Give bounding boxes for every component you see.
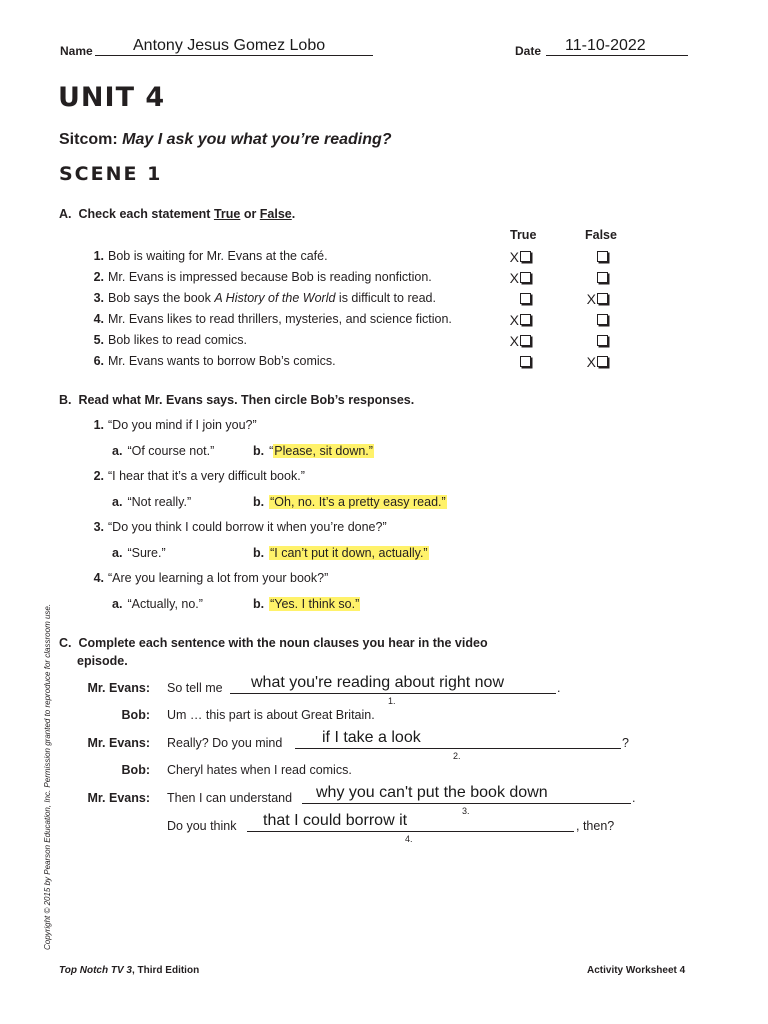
checkbox-true	[505, 248, 531, 266]
response-b	[253, 444, 374, 458]
statement-italic: A History of the World	[214, 291, 336, 305]
statement-row	[86, 270, 432, 284]
response-b-label: b.	[253, 597, 265, 611]
speaker-label: Bob:	[121, 763, 150, 777]
name-underline	[95, 55, 373, 56]
footer-worksheet: Activity Worksheet 4	[587, 965, 686, 976]
answer-blank	[247, 831, 574, 832]
dialogue-prompt	[86, 469, 305, 483]
checkbox-true	[505, 311, 531, 329]
dialogue-prompt	[86, 520, 387, 534]
response-a-label: a.	[112, 546, 123, 560]
section-b-letter: B.	[59, 393, 72, 407]
sentence-end: , then?	[576, 819, 615, 833]
statement-row	[86, 312, 452, 326]
response-a-text: “Actually, no.”	[127, 597, 203, 611]
checkbox-true	[505, 332, 531, 350]
checkbox-true	[505, 290, 531, 308]
statement-text: Mr. Evans likes to read thrillers, mysteries, and science fiction.	[108, 312, 452, 326]
name-label: Name	[60, 44, 93, 58]
checkbox-false	[582, 269, 608, 287]
section-a-instruction	[59, 207, 295, 221]
response-a	[112, 444, 214, 458]
answer-handwritten: if I take a look	[322, 729, 421, 746]
response-b-open-quote: “	[269, 444, 274, 458]
checkbox-false	[582, 311, 608, 329]
statement-row	[86, 291, 436, 305]
statement-number: 1.	[93, 249, 104, 263]
response-b-highlighted: “Yes. I think so.”	[270, 597, 360, 611]
section-c-instruction	[59, 636, 488, 650]
statement-text: Bob likes to read comics.	[108, 333, 247, 347]
section-c-instr-line1: Complete each sentence with the noun clauses you hear in the video	[78, 636, 488, 650]
footer-edition: , Third Edition	[131, 965, 200, 976]
statement-number: 5.	[93, 333, 104, 347]
checkbox-true	[505, 353, 531, 371]
checkbox-icon	[597, 314, 608, 325]
prompt-text: “Do you think I could borrow it when you’re done?”	[108, 520, 387, 534]
dialogue-text: Really? Do you mind	[167, 736, 283, 750]
checkbox-icon	[597, 356, 608, 367]
statement-text: Mr. Evans wants to borrow Bob’s comics.	[108, 354, 336, 368]
dialogue-text: Do you think	[167, 819, 237, 833]
prompt-number: 1.	[93, 418, 104, 432]
checkbox-false	[582, 332, 608, 350]
dialogue-text: Then I can understand	[167, 791, 293, 805]
checkbox-false	[582, 290, 608, 308]
check-mark: X	[509, 332, 519, 349]
answer-handwritten: what you're reading about right now	[251, 674, 504, 691]
response-b-label: b.	[253, 444, 265, 458]
section-c-letter: C.	[59, 636, 72, 650]
statement-number: 6.	[93, 354, 104, 368]
answer-handwritten: why you can't put the book down	[316, 784, 548, 801]
sitcom-title: May I ask you what you’re reading?	[122, 131, 392, 148]
statement-row	[86, 249, 328, 263]
checkbox-icon	[520, 272, 531, 283]
statement-number: 4.	[93, 312, 104, 326]
dialogue-prompt	[86, 418, 257, 432]
copyright-notice: Copyright © 2015 by Pearson Education, Inc. Permission granted to reproduce for classroom use.	[43, 603, 52, 950]
checkbox-true	[505, 269, 531, 287]
prompt-text: “Do you mind if I join you?”	[108, 418, 257, 432]
dialogue-text: Cheryl hates when I read comics.	[167, 763, 352, 777]
sentence-end: .	[557, 681, 561, 695]
section-a-instr-text: Check each statement	[78, 207, 214, 221]
checkbox-icon	[597, 335, 608, 346]
sitcom-heading	[59, 131, 392, 149]
dialogue-text: So tell me	[167, 681, 223, 695]
checkbox-icon	[597, 293, 608, 304]
blank-number: 1.	[388, 696, 396, 706]
sitcom-label: Sitcom:	[59, 131, 118, 148]
response-a-text: “Sure.”	[127, 546, 166, 560]
checkbox-icon	[520, 293, 531, 304]
date-underline	[546, 55, 688, 56]
section-c-instr-line2: episode.	[77, 654, 128, 668]
response-a-label: a.	[112, 495, 123, 509]
response-b-label: b.	[253, 546, 265, 560]
section-a-letter: A.	[59, 207, 72, 221]
checkbox-icon	[520, 335, 531, 346]
response-b	[253, 597, 360, 611]
prompt-text: “I hear that it’s a very difficult book.”	[108, 469, 305, 483]
speaker-label: Mr. Evans:	[87, 736, 150, 750]
column-true-header: True	[510, 228, 537, 242]
statement-number: 2.	[93, 270, 104, 284]
blank-number: 3.	[462, 806, 470, 816]
footer-book	[59, 965, 199, 976]
scene-title: SCENE 1	[59, 163, 163, 185]
checkbox-icon	[597, 272, 608, 283]
response-b-highlighted: “I can’t put it down, actually.”	[270, 546, 428, 560]
date-label: Date	[515, 44, 542, 58]
prompt-number: 2.	[93, 469, 104, 483]
statement-row	[86, 333, 247, 347]
section-b-instruction	[59, 393, 414, 407]
checkbox-icon	[520, 356, 531, 367]
statement-text: Bob says the book	[108, 291, 215, 305]
check-mark: X	[586, 353, 596, 370]
checkbox-icon	[520, 314, 531, 325]
column-false-header: False	[585, 228, 617, 242]
statement-row	[86, 354, 336, 368]
check-mark: X	[509, 248, 519, 265]
answer-blank	[230, 693, 556, 694]
speaker-label: Mr. Evans:	[87, 791, 150, 805]
unit-title: UNIT 4	[58, 82, 166, 113]
prompt-number: 3.	[93, 520, 104, 534]
statement-text: Bob is waiting for Mr. Evans at the café.	[108, 249, 328, 263]
answer-blank	[302, 803, 631, 804]
response-a	[112, 597, 203, 611]
response-b	[253, 495, 447, 509]
checkbox-icon	[520, 251, 531, 262]
checkbox-false	[582, 248, 608, 266]
name-value: Antony Jesus Gomez Lobo	[133, 37, 326, 54]
response-b	[253, 546, 429, 560]
section-a-or-word: or	[240, 207, 260, 221]
response-a-text: “Not really.”	[127, 495, 192, 509]
blank-number: 4.	[405, 834, 413, 844]
prompt-text: “Are you learning a lot from your book?”	[108, 571, 329, 585]
prompt-number: 4.	[93, 571, 104, 585]
dialogue-text: Um … this part is about Great Britain.	[167, 708, 375, 722]
check-mark: X	[509, 269, 519, 286]
answer-blank	[295, 748, 621, 749]
blank-number: 2.	[453, 751, 461, 761]
sentence-end: ?	[622, 736, 629, 750]
section-a-false-word: False	[259, 207, 292, 221]
section-a-true-word: True	[213, 207, 241, 221]
response-b-highlighted: “Oh, no. It’s a pretty easy read.”	[270, 495, 446, 509]
checkbox-icon	[597, 251, 608, 262]
response-a-label: a.	[112, 597, 123, 611]
statement-number: 3.	[93, 291, 104, 305]
footer-book-title: Top Notch TV 3	[59, 965, 132, 976]
sentence-end: .	[632, 791, 636, 805]
speaker-label: Bob:	[121, 708, 150, 722]
answer-handwritten: that I could borrow it	[263, 812, 408, 829]
date-value: 11-10-2022	[565, 37, 646, 54]
check-mark: X	[586, 290, 596, 307]
statement-text-end: is difficult to read.	[335, 291, 436, 305]
section-b-instr-text: Read what Mr. Evans says. Then circle Bob’s responses.	[78, 393, 415, 407]
response-b-label: b.	[253, 495, 265, 509]
check-mark: X	[509, 311, 519, 328]
dialogue-prompt	[86, 571, 328, 585]
speaker-label: Mr. Evans:	[87, 681, 150, 695]
response-a	[112, 495, 191, 509]
response-a-label: a.	[112, 444, 123, 458]
response-a-text: “Of course not.”	[127, 444, 215, 458]
statement-text: Mr. Evans is impressed because Bob is reading nonfiction.	[108, 270, 432, 284]
checkbox-false	[582, 353, 608, 371]
section-a-period: .	[291, 207, 296, 221]
response-b-highlighted: Please, sit down.”	[274, 444, 373, 458]
response-a	[112, 546, 166, 560]
